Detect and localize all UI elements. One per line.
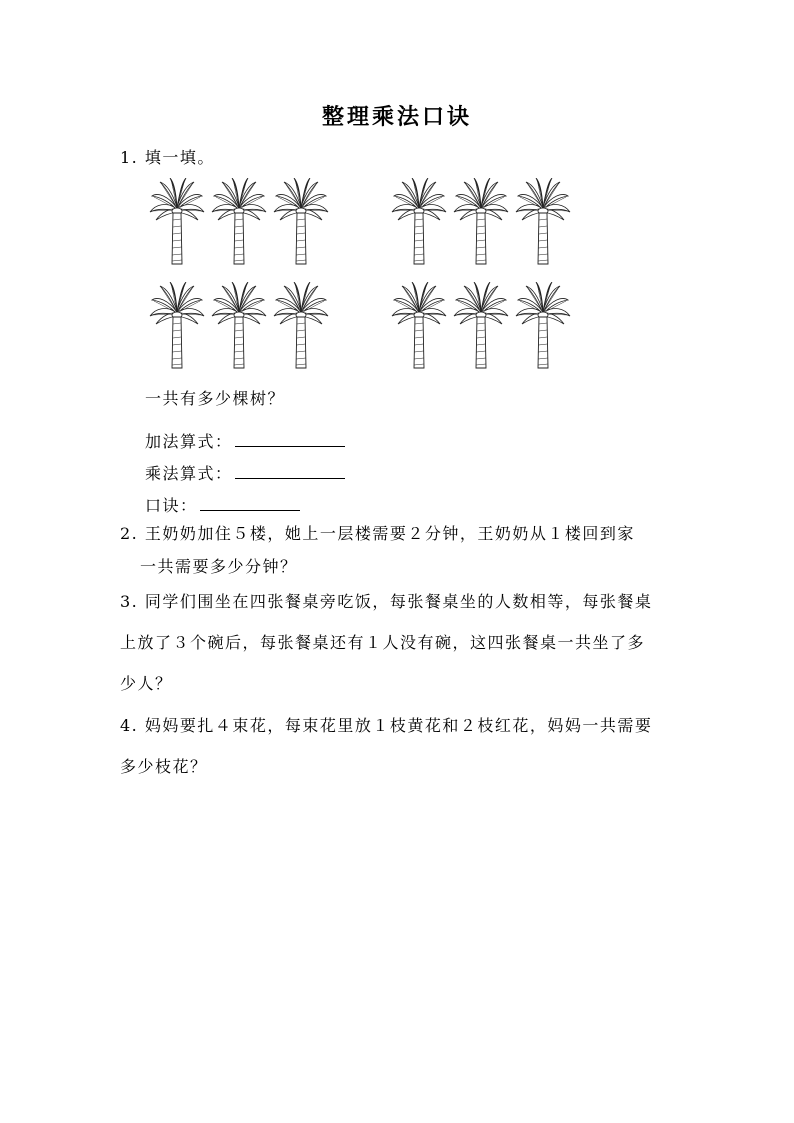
q1-question: 一共有多少棵树？ bbox=[145, 389, 286, 408]
rhyme-row bbox=[145, 494, 300, 516]
q3-line2: 上放了３个碗后，每张餐桌还有１人没有碗，这四张餐桌一共坐了多 bbox=[120, 633, 646, 652]
addition-row bbox=[145, 430, 345, 452]
q4-line2: 多少枝花？ bbox=[120, 757, 208, 776]
page-title: 整理乘法口诀 bbox=[321, 105, 472, 130]
q2-line2: 一共需要多少分钟？ bbox=[140, 557, 298, 576]
palm-tree-icon bbox=[272, 282, 330, 370]
palm-tree-icon bbox=[452, 282, 510, 370]
palm-tree-icon bbox=[272, 178, 330, 266]
palm-tree-icon bbox=[514, 282, 572, 370]
q3-line1: 3. 同学们围坐在四张餐桌旁吃饭，每张餐桌坐的人数相等，每张餐桌 bbox=[120, 592, 653, 611]
q2-line1: 2. 王奶奶加住５楼，她上一层楼需要２分钟，王奶奶从１楼回到家 bbox=[120, 524, 635, 543]
palm-tree-icon bbox=[390, 178, 448, 266]
palm-tree-icon bbox=[452, 178, 510, 266]
rhyme-label: 口诀： bbox=[145, 496, 198, 515]
addition-answer-blank[interactable] bbox=[235, 430, 345, 447]
q4-line1: 4. 妈妈要扎４束花，每束花里放１枝黄花和２枝红花，妈妈一共需要 bbox=[120, 716, 653, 735]
palm-tree-icon bbox=[148, 282, 206, 370]
multiplication-answer-blank[interactable] bbox=[235, 462, 345, 479]
q3-line3: 少人？ bbox=[120, 674, 173, 693]
multiplication-row bbox=[145, 462, 345, 484]
rhyme-answer-blank[interactable] bbox=[200, 494, 300, 511]
palm-tree-icon bbox=[148, 178, 206, 266]
multiplication-label: 乘法算式： bbox=[145, 464, 233, 483]
palm-tree-icon bbox=[514, 178, 572, 266]
q1-label: 1. 填一填。 bbox=[120, 148, 215, 167]
palm-tree-icon bbox=[390, 282, 448, 370]
palm-tree-icon bbox=[210, 282, 268, 370]
palm-tree-icon bbox=[210, 178, 268, 266]
addition-label: 加法算式： bbox=[145, 432, 233, 451]
